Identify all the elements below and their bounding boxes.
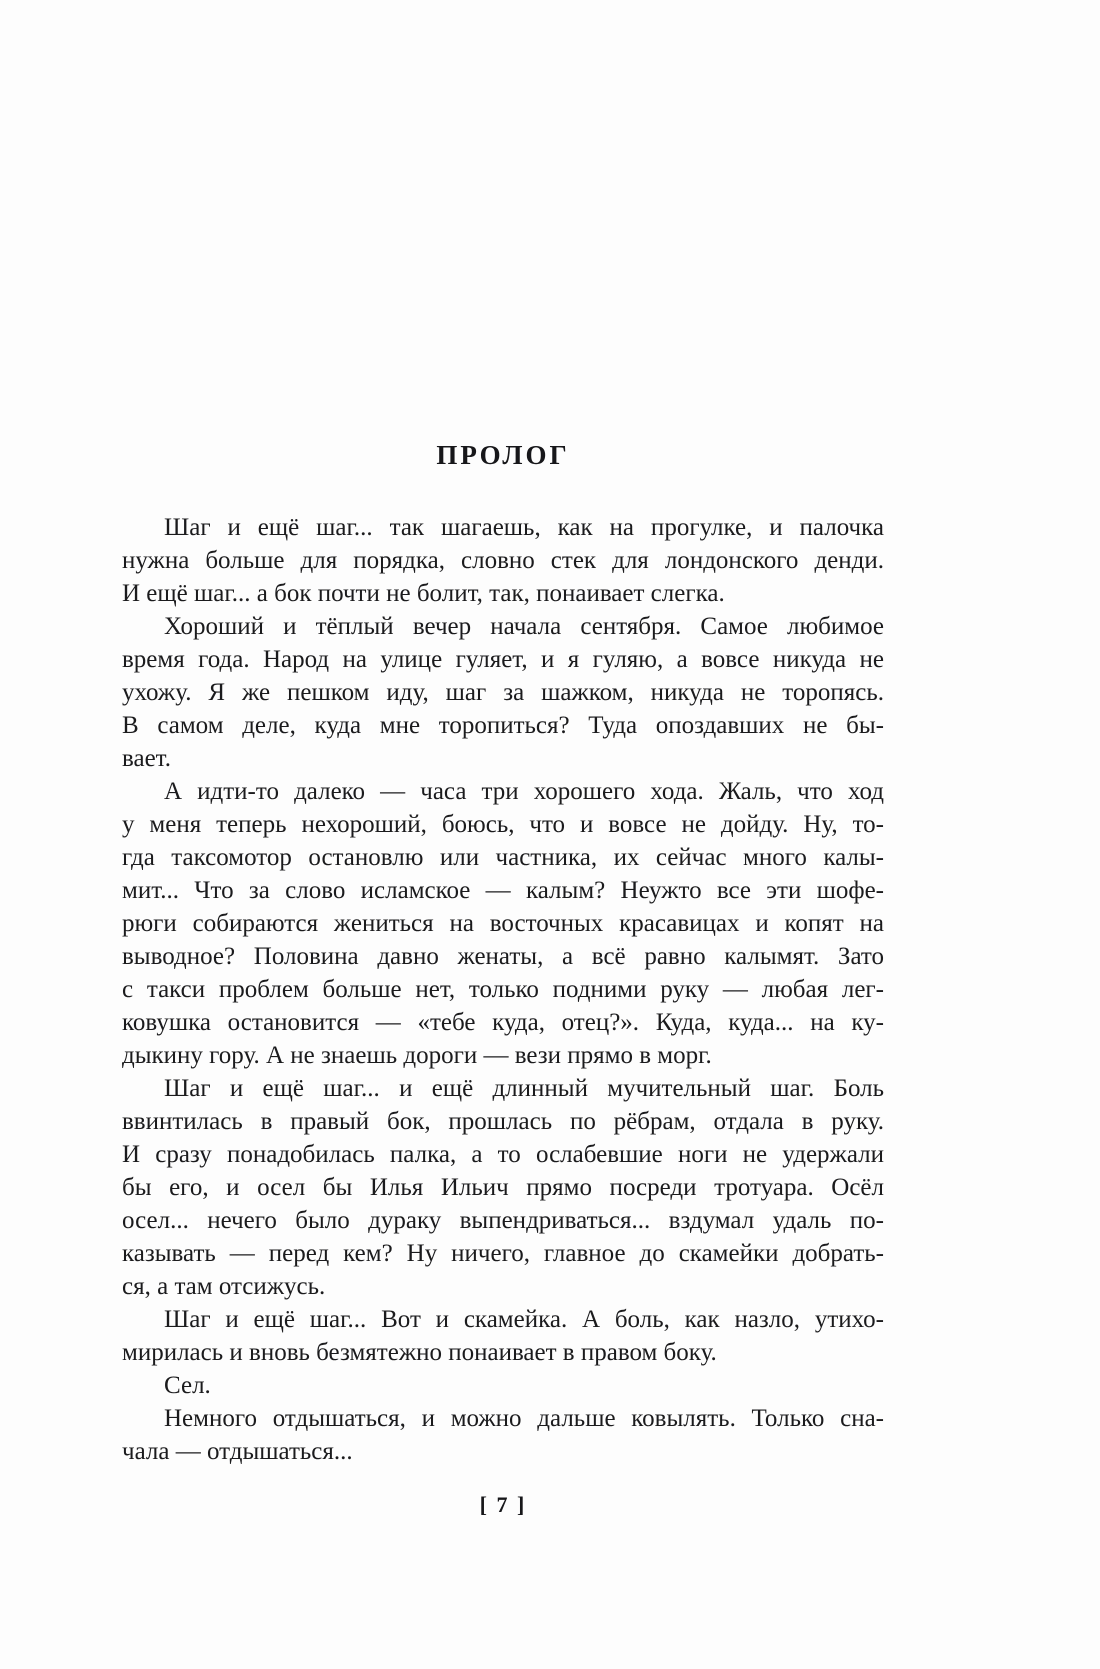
text-line: А идти-то далеко — часа три хорошего хода. Жаль, что ход bbox=[164, 778, 884, 805]
text-line: ухожу. Я же пешком иду, шаг за шажком, никуда не торопясь. bbox=[122, 679, 884, 706]
text-line: бы его, и осел бы Илья Ильич прямо посреди тротуара. Осёл bbox=[122, 1174, 884, 1201]
text-column bbox=[122, 440, 884, 1468]
paragraph bbox=[122, 1402, 884, 1468]
chapter-title: ПРОЛОГ bbox=[436, 440, 570, 470]
text-line: рюги собираются жениться на восточных красавицах и копят на bbox=[122, 910, 884, 937]
text-line: у меня теперь нехороший, боюсь, что и вовсе не дойду. Ну, то- bbox=[122, 811, 884, 838]
paragraph bbox=[122, 775, 884, 1072]
paragraph bbox=[122, 610, 884, 775]
text-line: вает. bbox=[122, 745, 171, 772]
text-line: И ещё шаг... а бок почти не болит, так, понаивает слегка. bbox=[122, 580, 725, 607]
text-line: Сел. bbox=[164, 1372, 211, 1399]
paragraph bbox=[122, 1303, 884, 1369]
text-line: нужна больше для порядка, словно стек для лондонского денди. bbox=[122, 547, 884, 574]
text-line: с такси проблем больше нет, только подними руку — любая лег- bbox=[122, 976, 884, 1003]
text-line: Немного отдышаться, и можно дальше ковылять. Только сна- bbox=[164, 1405, 884, 1432]
text-line: осел... нечего было дураку выпендриваться... вздумал удаль по- bbox=[122, 1207, 884, 1234]
page-number: [ 7 ] bbox=[479, 1492, 527, 1517]
text-line: Шаг и ещё шаг... так шагаешь, как на прогулке, и палочка bbox=[164, 514, 884, 541]
text-line: время года. Народ на улице гуляет, и я гуляю, а вовсе никуда не bbox=[122, 646, 884, 673]
text-line: И сразу понадобилась палка, а то ослабевшие ноги не удержали bbox=[122, 1141, 884, 1168]
text-line: гда таксомотор остановлю или частника, их сейчас много калы- bbox=[122, 844, 884, 871]
text-line: дыкину гору. А не знаешь дороги — вези прямо в морг. bbox=[122, 1042, 712, 1069]
text-line: Шаг и ещё шаг... и ещё длинный мучительный шаг. Боль bbox=[164, 1075, 884, 1102]
text-line: ввинтилась в правый бок, прошлась по рёбрам, отдала в руку. bbox=[122, 1108, 884, 1135]
text-line: ся, а там отсижусь. bbox=[122, 1273, 326, 1300]
text-line: выводное? Половина давно женаты, а всё равно калымят. Зато bbox=[122, 943, 884, 970]
text-line: чала — отдышаться... bbox=[122, 1438, 353, 1465]
text-line: мит... Что за слово исламское — калым? Неужто все эти шофе- bbox=[122, 877, 884, 904]
text-line: мирилась и вновь безмятежно понаивает в правом боку. bbox=[122, 1339, 717, 1366]
paragraph bbox=[122, 511, 884, 610]
text-line: Шаг и ещё шаг... Вот и скамейка. А боль, как назло, утихо- bbox=[164, 1306, 884, 1333]
paragraph bbox=[122, 1072, 884, 1303]
text-line: ковушка остановится — «тебе куда, отец?». Куда, куда... на ку- bbox=[122, 1009, 884, 1036]
paragraph bbox=[122, 1369, 884, 1402]
text-line: казывать — перед кем? Ну ничего, главное до скамейки добрать- bbox=[122, 1240, 884, 1267]
text-line: Хороший и тёплый вечер начала сентября. Самое любимое bbox=[164, 613, 884, 640]
text-line: В самом деле, куда мне торопиться? Туда опоздавших не бы- bbox=[122, 712, 884, 739]
